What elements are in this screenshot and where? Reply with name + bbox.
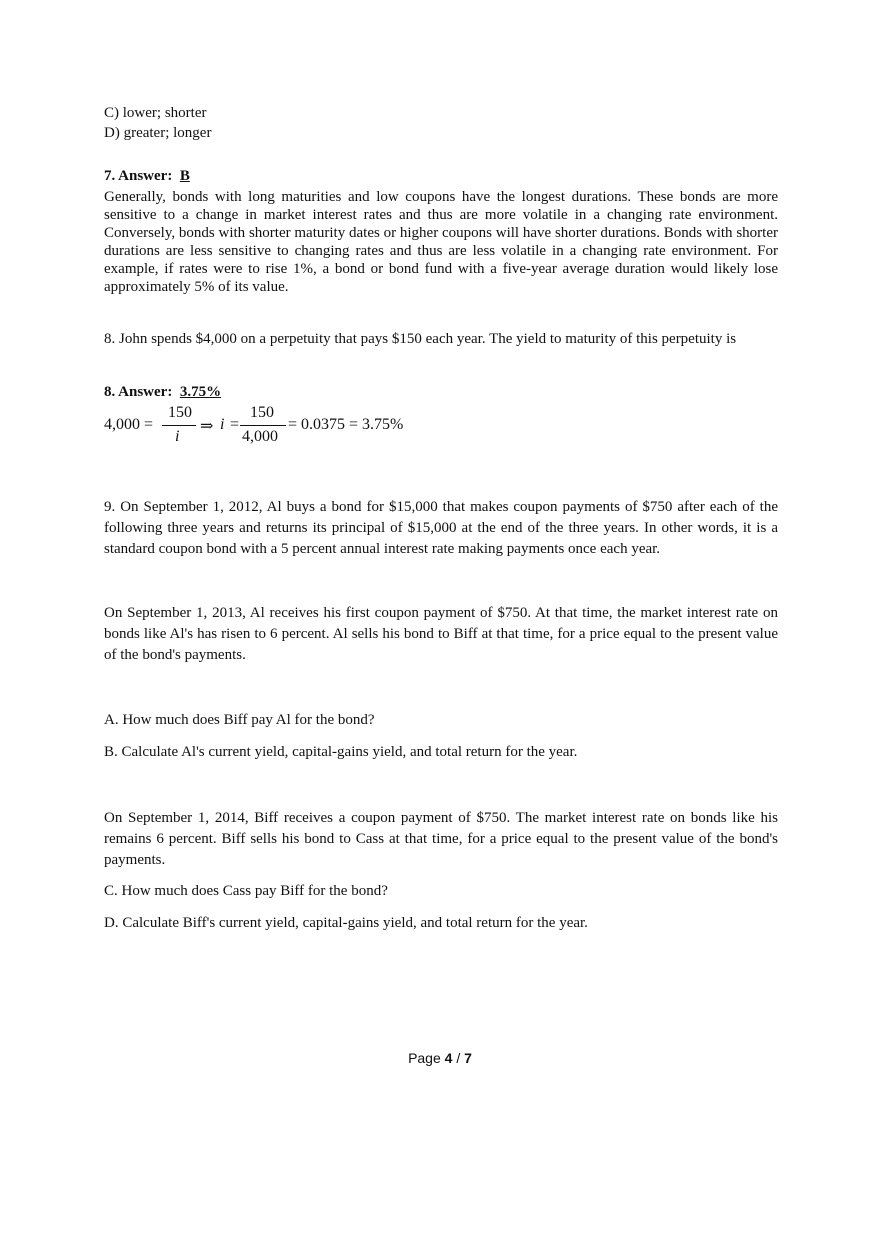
- q7-answer-key: B: [179, 168, 190, 184]
- eq-den2: 4,000: [242, 428, 278, 445]
- q9-part-a: A. How much does Biff pay Al for the bond?: [104, 712, 375, 728]
- eq-fraction-bar-1: [162, 425, 196, 426]
- page-total: 7: [464, 1050, 472, 1066]
- page-current: 4: [444, 1050, 453, 1066]
- page-number: [0, 1050, 880, 1066]
- page-prefix: Page: [408, 1050, 445, 1066]
- q9-paragraph-3: On September 1, 2014, Biff receives a coupon payment of $750. The market interest rate on bonds like his remains 6 percent. Biff sells his bond to Cass at that time, for a price equal to the present value of the bond's payments.: [104, 810, 778, 868]
- q7-answer-label: 7. Answer:: [104, 168, 173, 184]
- q8-question: 8. John spends $4,000 on a perpetuity that pays $150 each year. The yield to maturity of this perpetuity is: [104, 331, 737, 347]
- q9-part-c: C. How much does Cass pay Biff for the bond?: [104, 883, 388, 899]
- q8-answer-heading: [104, 383, 778, 401]
- answer-options-tail: [104, 104, 778, 142]
- eq-fraction-bar-2: [240, 425, 286, 426]
- q8-answer-key: 3.75%: [179, 384, 222, 400]
- eq-den1: i: [175, 428, 180, 445]
- eq-rhs: = 0.0375 = 3.75%: [288, 416, 404, 433]
- q9-part-d: D. Calculate Biff's current yield, capital-gains yield, and total return for the year.: [104, 915, 588, 931]
- q9-paragraph-2: On September 1, 2013, Al receives his first coupon payment of $750. At that time, the market interest rate on bonds like Al's has risen to 6 percent. Al sells his bond to Biff at that time, for a price equal to the present value of the bond's payments.: [104, 605, 778, 663]
- option-c: C) lower; shorter: [104, 105, 207, 121]
- page-separator: /: [452, 1050, 465, 1066]
- q8-equation: [104, 404, 504, 450]
- eq-num2: 150: [250, 404, 274, 421]
- eq-equals: =: [230, 416, 240, 433]
- eq-var: i: [220, 416, 225, 433]
- q7-answer-heading: [104, 167, 778, 185]
- q9-part-b: B. Calculate Al's current yield, capital-gains yield, and total return for the year.: [104, 744, 578, 760]
- q9-intro: 9. On September 1, 2012, Al buys a bond for $15,000 that makes coupon payments of $750 after each of the following three years and returns its principal of $15,000 at the end of the three years. In other words, it is a standard coupon bond with a 5 percent annual interest rate making payments once each year.: [104, 499, 778, 557]
- eq-lhs: 4,000 =: [104, 416, 154, 433]
- eq-num1: 150: [168, 404, 192, 421]
- q7-explanation: Generally, bonds with long maturities and low coupons have the longest durations. These bonds are more sensitive to a change in market interest rates and thus are more volatile in a changing rate environment. Conversely, bonds with shorter maturity dates or higher coupons will have shorter durations. Bonds with shorter durations are less sensitive to changing rates and thus are less volatile in a changing rate environment. For example, if rates were to rise 1%, a bond or bond fund with a five-year average duration would likely lose approximately 5% of its value.: [104, 189, 778, 295]
- option-d: D) greater; longer: [104, 125, 212, 141]
- q8-answer-label: 8. Answer:: [104, 384, 173, 400]
- eq-implies: ⇒: [200, 418, 214, 435]
